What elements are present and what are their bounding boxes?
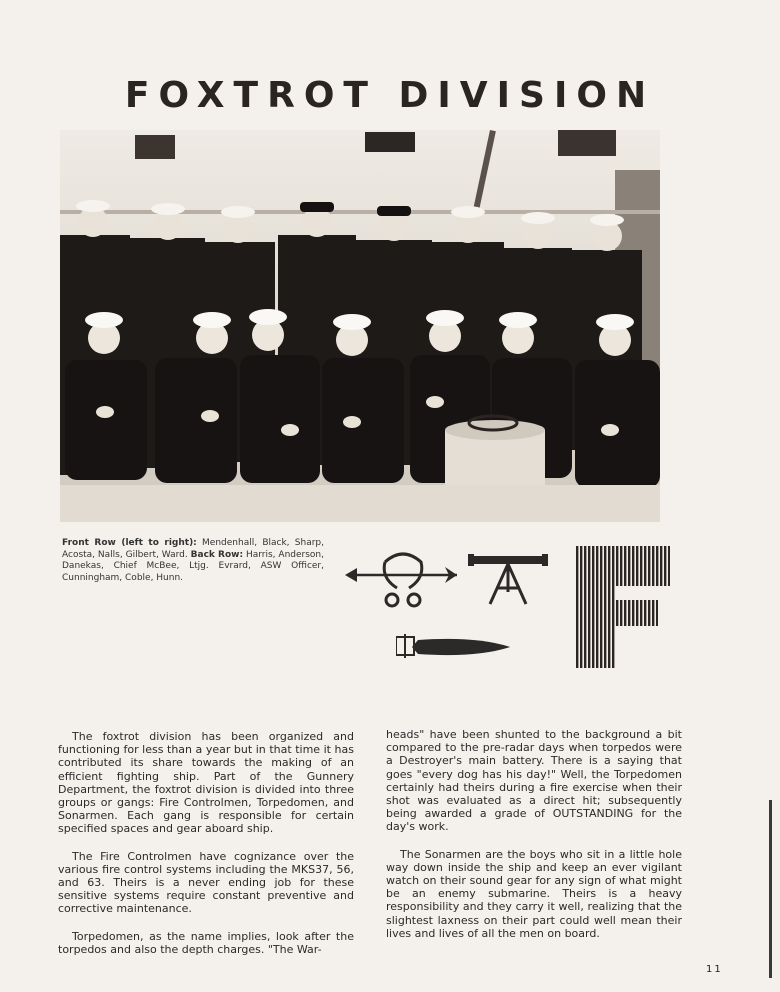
torpedo-icon [396,632,512,662]
page-title: FOXTROT DIVISION [124,75,656,116]
caption-back-names: Harris, Anderson, Danekas, Chief McBee, Ltjg. Evrard, ASW Officer, Cunningham, Coble, Hunn. [62,549,324,583]
group-photo-art [60,130,660,522]
group-photo [60,130,660,522]
body-paragraph: Torpedomen, as the name implies, look after the torpedos and also the depth charges. "The War- [58,929,354,956]
body-paragraph: The Sonarmen are the boys who sit in a little hole way down inside the ship and keep an ever vigilant watch on their sound gear for any sign of what might be an enemy submarine. Theirs is a heavy responsibility and they carry it well, realizing that the slightest laxness on their part could well mean their lives and lives of all the men on board. [386,847,682,940]
arrow-sonar-icon [345,548,460,610]
rangefinder-icon [468,548,548,608]
letter-f-emblem [576,546,670,668]
caption-back-label: Back Row: [190,549,244,560]
photo-caption [62,538,324,584]
caption-front-names: Mendenhall, Black, Sharp, Acosta, Nalls, Gilbert, Ward. [62,538,324,560]
caption-front-label: Front Row (left to right): [62,538,197,548]
body-paragraph: heads" have been shunted to the background a bit compared to the pre-radar days when torpedos were a Destroyer's main battery. There is a saying that goes "every dog has his day!" Well, the Torpedomen certainly had theirs during a fire exercise when their shot was evaluated as a direct hit; subsequently being awarded a grade of OUTSTANDING for the day's work. [386,728,682,834]
body-column-left [58,730,354,970]
page-number: 11 [706,964,723,975]
page-edge-rule [769,800,772,978]
body-paragraph: The Fire Controlmen have cognizance over the various fire control systems including the MKS37, 56, and 63. Theirs is a never ending job for these sensitive systems require constant preventive and corrective maintenance. [58,849,354,916]
body-paragraph: The foxtrot division has been organized and functioning for less than a year but in that time it has contributed its share towards the making of an efficient fighting ship. Part of the Gunnery Department, the foxtrot division is divided into three groups or gangs: Fire Controlmen, Torpedomen, and Sonarmen. Each gang is responsible for certain specified spaces and gear aboard ship. [58,730,354,836]
body-column-right [386,728,682,954]
